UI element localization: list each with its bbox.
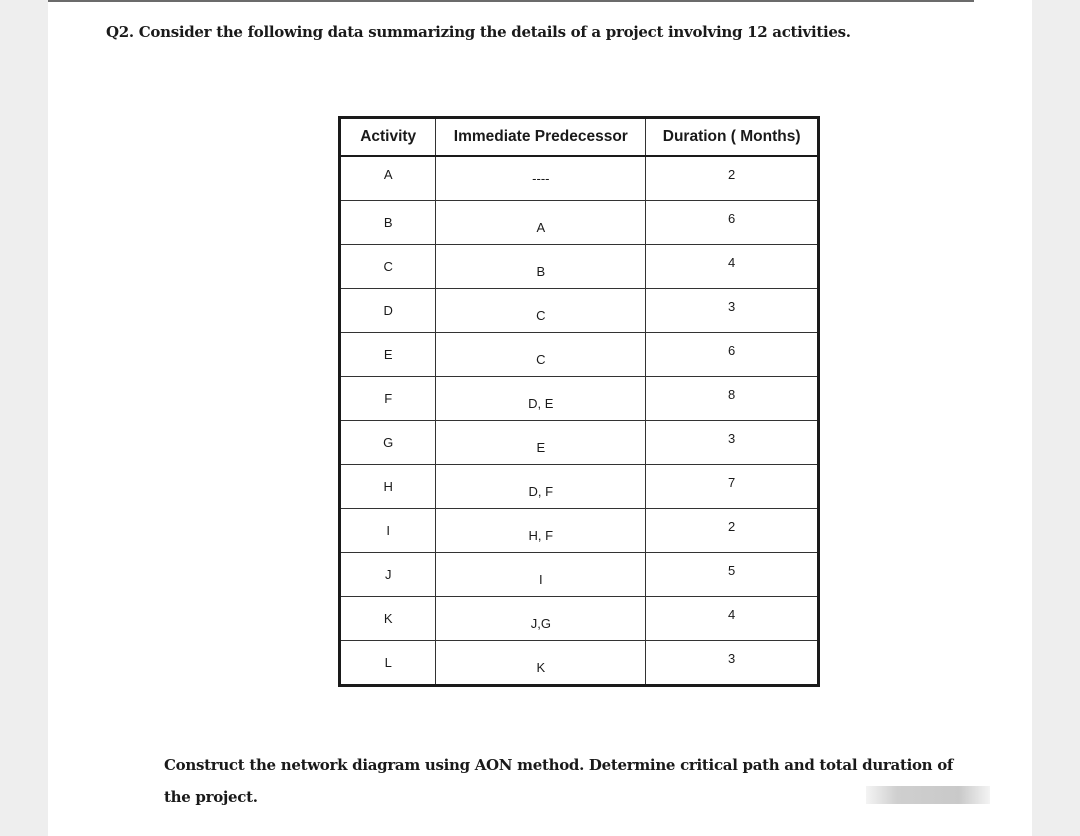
cell-predecessor: J,G [530, 616, 551, 631]
cell-duration-td [646, 201, 819, 245]
cell-predecessor: C [536, 352, 546, 367]
table-body [340, 156, 819, 686]
cell-predecessor: D, F [528, 484, 554, 499]
table-row [340, 465, 819, 509]
table-row [340, 245, 819, 289]
cell-duration: 8 [728, 387, 736, 402]
cell-predecessor-td [436, 377, 646, 421]
cell-predecessor: C [536, 308, 546, 323]
cell-predecessor: E [536, 440, 546, 455]
cell-activity: I [386, 523, 390, 538]
cell-duration: 2 [728, 167, 736, 182]
cell-predecessor-td [436, 156, 646, 201]
cell-predecessor-td [436, 597, 646, 641]
cell-activity: K [383, 611, 393, 626]
cell-duration-td [646, 553, 819, 597]
cell-predecessor-td [436, 245, 646, 289]
cell-activity-td [340, 465, 436, 509]
table-row [340, 377, 819, 421]
cell-activity-td [340, 509, 436, 553]
cell-activity-td [340, 641, 436, 686]
cell-duration-td [646, 597, 819, 641]
cell-predecessor-td [436, 465, 646, 509]
table-row [340, 156, 819, 201]
cell-duration-td [646, 289, 819, 333]
table-row [340, 509, 819, 553]
cell-duration: 4 [728, 255, 736, 270]
cell-predecessor: D, E [528, 396, 554, 411]
cell-predecessor-td [436, 333, 646, 377]
cell-duration-td [646, 156, 819, 201]
table-row [340, 421, 819, 465]
cell-activity: D [383, 303, 393, 318]
cell-predecessor-td [436, 201, 646, 245]
cell-predecessor-td [436, 509, 646, 553]
table-row [340, 597, 819, 641]
cell-activity-td [340, 245, 436, 289]
cell-activity-td [340, 289, 436, 333]
cell-activity: E [383, 347, 393, 362]
cell-duration: 7 [728, 475, 736, 490]
cell-predecessor: K [536, 660, 546, 675]
table-row [340, 289, 819, 333]
cell-activity: C [383, 259, 393, 274]
cell-activity: F [384, 391, 393, 406]
cell-duration-td [646, 421, 819, 465]
table-row [340, 333, 819, 377]
cell-predecessor: ---- [532, 171, 550, 186]
cell-duration-td [646, 641, 819, 686]
table-row [340, 201, 819, 245]
cell-duration: 6 [728, 211, 736, 226]
cell-duration: 6 [728, 343, 736, 358]
cell-predecessor-td [436, 289, 646, 333]
cell-predecessor: B [536, 264, 546, 279]
cell-duration: 3 [728, 651, 736, 666]
cell-duration: 5 [728, 563, 736, 578]
cell-activity: A [383, 167, 393, 182]
redaction-mark [866, 786, 990, 804]
activity-table [338, 116, 820, 687]
cell-activity-td [340, 333, 436, 377]
cell-duration: 3 [728, 431, 736, 446]
table-row [340, 553, 819, 597]
cell-activity: G [383, 435, 394, 450]
cell-activity-td [340, 156, 436, 201]
cell-predecessor: H, F [528, 528, 554, 543]
cell-duration-td [646, 509, 819, 553]
cell-predecessor-td [436, 553, 646, 597]
table-row [340, 641, 819, 686]
cell-duration-td [646, 245, 819, 289]
header-activity: Activity [340, 118, 436, 157]
cell-duration: 3 [728, 299, 736, 314]
cell-activity: B [383, 215, 393, 230]
table-header-row [340, 118, 819, 157]
cell-activity-td [340, 377, 436, 421]
cell-predecessor: I [539, 572, 543, 587]
cell-activity-td [340, 597, 436, 641]
top-divider [48, 0, 974, 2]
cell-activity-td [340, 553, 436, 597]
cell-activity: H [383, 479, 393, 494]
header-duration: Duration ( Months) [646, 118, 819, 157]
cell-duration: 2 [728, 519, 736, 534]
header-immediate-predecessor: Immediate Predecessor [436, 118, 646, 157]
cell-duration: 4 [728, 607, 736, 622]
cell-predecessor-td [436, 641, 646, 686]
cell-activity: J [384, 567, 392, 582]
cell-activity-td [340, 421, 436, 465]
instruction-text: Construct the network diagram using AON method. Determine critical path and total duration of the project. [164, 756, 954, 806]
cell-activity-td [340, 201, 436, 245]
cell-predecessor: A [536, 220, 546, 235]
cell-duration-td [646, 465, 819, 509]
question-text: Q2. Consider the following data summarizing the details of a project involving 12 activities. [106, 23, 851, 41]
cell-duration-td [646, 333, 819, 377]
cell-activity: L [384, 655, 392, 670]
cell-duration-td [646, 377, 819, 421]
cell-predecessor-td [436, 421, 646, 465]
